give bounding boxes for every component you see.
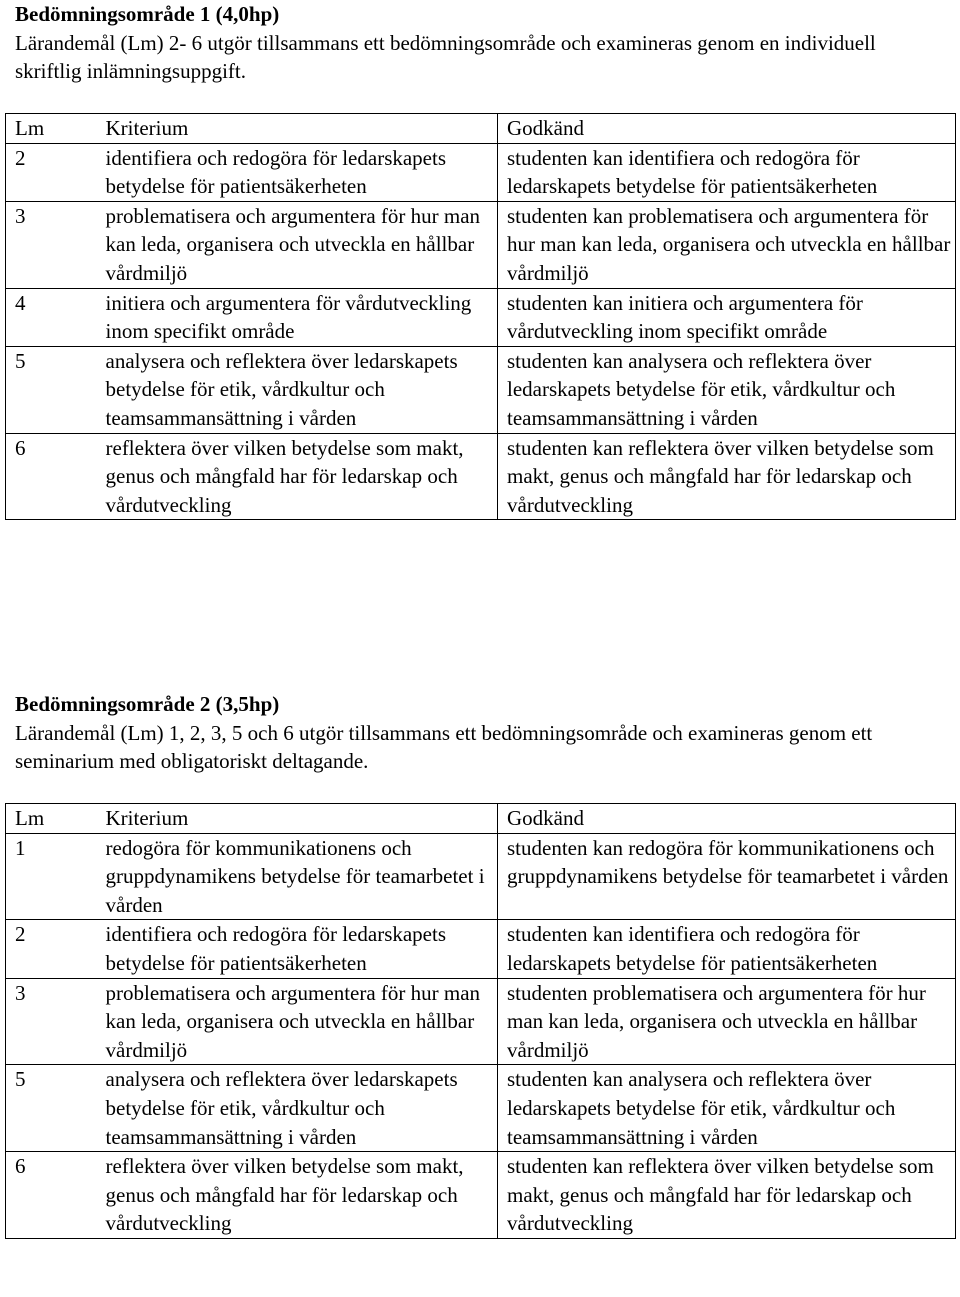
table-body bbox=[6, 114, 956, 520]
table-row bbox=[6, 833, 956, 920]
assessment-area-1 bbox=[0, 0, 960, 517]
cell-kriterium: problematisera och argumentera för hur man kan leda, organisera och utveckla en hållbar vårdmiljö bbox=[106, 978, 498, 1065]
cell-kriterium: redogöra för kommunikationens och gruppdynamikens betydelse för teamarbetet i vården bbox=[106, 833, 498, 920]
cell-godkand: studenten kan identifiera och redogöra för ledarskapets betydelse för patientsäkerheten bbox=[498, 143, 956, 201]
header-lm: Lm bbox=[6, 804, 106, 834]
cell-lm: 3 bbox=[6, 978, 106, 1065]
header-lm: Lm bbox=[6, 114, 106, 144]
section-heading: Bedömningsområde 1 (4,0hp) bbox=[15, 2, 280, 26]
table-header-row bbox=[6, 114, 956, 144]
assessment-area-2 bbox=[0, 690, 960, 1236]
cell-godkand: studenten kan identifiera och redogöra för ledarskapets betydelse för patientsäkerheten bbox=[498, 920, 956, 978]
cell-godkand: studenten kan problematisera och argumentera för hur man kan leda, organisera och utveckla en hållbar vårdmiljö bbox=[498, 201, 956, 288]
cell-kriterium: problematisera och argumentera för hur man kan leda, organisera och utveckla en hållbar vårdmiljö bbox=[106, 201, 498, 288]
cell-kriterium: identifiera och redogöra för ledarskapets betydelse för patientsäkerheten bbox=[106, 920, 498, 978]
criteria-table bbox=[5, 803, 956, 1239]
cell-kriterium: initiera och argumentera för vårdutveckling inom specifikt område bbox=[106, 288, 498, 346]
cell-kriterium: analysera och reflektera över ledarskapets betydelse för etik, vårdkultur och teamsammansättning i vården bbox=[106, 346, 498, 433]
cell-godkand: studenten kan redogöra för kommunikationens och gruppdynamikens betydelse för teamarbetet i vården bbox=[498, 833, 956, 920]
table-row bbox=[6, 346, 956, 433]
table-row bbox=[6, 201, 956, 288]
header-godkand: Godkänd bbox=[498, 804, 956, 834]
cell-lm: 2 bbox=[6, 143, 106, 201]
header-godkand: Godkänd bbox=[498, 114, 956, 144]
cell-lm: 4 bbox=[6, 288, 106, 346]
table-row bbox=[6, 288, 956, 346]
cell-kriterium: analysera och reflektera över ledarskapets betydelse för etik, vårdkultur och teamsammansättning i vården bbox=[106, 1065, 498, 1152]
table-header-row bbox=[6, 804, 956, 834]
cell-godkand: studenten problematisera och argumentera för hur man kan leda, organisera och utveckla en hållbar vårdmiljö bbox=[498, 978, 956, 1065]
cell-lm: 5 bbox=[6, 1065, 106, 1152]
cell-lm: 2 bbox=[6, 920, 106, 978]
header-kriterium: Kriterium bbox=[106, 114, 498, 144]
cell-godkand: studenten kan initiera och argumentera för vårdutveckling inom specifikt område bbox=[498, 288, 956, 346]
header-kriterium: Kriterium bbox=[106, 804, 498, 834]
table-row bbox=[6, 1065, 956, 1152]
cell-godkand: studenten kan reflektera över vilken betydelse som makt, genus och mångfald har för ledarskap och vårdutveckling bbox=[498, 1152, 956, 1239]
cell-lm: 5 bbox=[6, 346, 106, 433]
criteria-table bbox=[5, 113, 956, 520]
cell-kriterium: identifiera och redogöra för ledarskapets betydelse för patientsäkerheten bbox=[106, 143, 498, 201]
table-row bbox=[6, 978, 956, 1065]
cell-godkand: studenten kan reflektera över vilken betydelse som makt, genus och mångfald har för ledarskap och vårdutveckling bbox=[498, 433, 956, 520]
table-row bbox=[6, 143, 956, 201]
section-intro: Lärandemål (Lm) 1, 2, 3, 5 och 6 utgör tillsammans ett bedömningsområde och examineras genom ett seminarium med obligatoriskt deltagande. bbox=[15, 720, 873, 774]
cell-lm: 3 bbox=[6, 201, 106, 288]
section-heading: Bedömningsområde 2 (3,5hp) bbox=[15, 692, 280, 716]
cell-godkand: studenten kan analysera och reflektera över ledarskapets betydelse för etik, vårdkultur och teamsammansättning i vården bbox=[498, 1065, 956, 1152]
cell-lm: 6 bbox=[6, 433, 106, 520]
cell-kriterium: reflektera över vilken betydelse som makt, genus och mångfald har för ledarskap och vårdutveckling bbox=[106, 433, 498, 520]
table-row bbox=[6, 1152, 956, 1239]
table-row bbox=[6, 433, 956, 520]
cell-godkand: studenten kan analysera och reflektera över ledarskapets betydelse för etik, vårdkultur och teamsammansättning i vården bbox=[498, 346, 956, 433]
table-row bbox=[6, 920, 956, 978]
table-body bbox=[6, 804, 956, 1239]
section-intro: Lärandemål (Lm) 2- 6 utgör tillsammans ett bedömningsområde och examineras genom en individuell skriftlig inlämningsuppgift. bbox=[15, 30, 876, 84]
cell-lm: 1 bbox=[6, 833, 106, 920]
cell-lm: 6 bbox=[6, 1152, 106, 1239]
cell-kriterium: reflektera över vilken betydelse som makt, genus och mångfald har för ledarskap och vårdutveckling bbox=[106, 1152, 498, 1239]
